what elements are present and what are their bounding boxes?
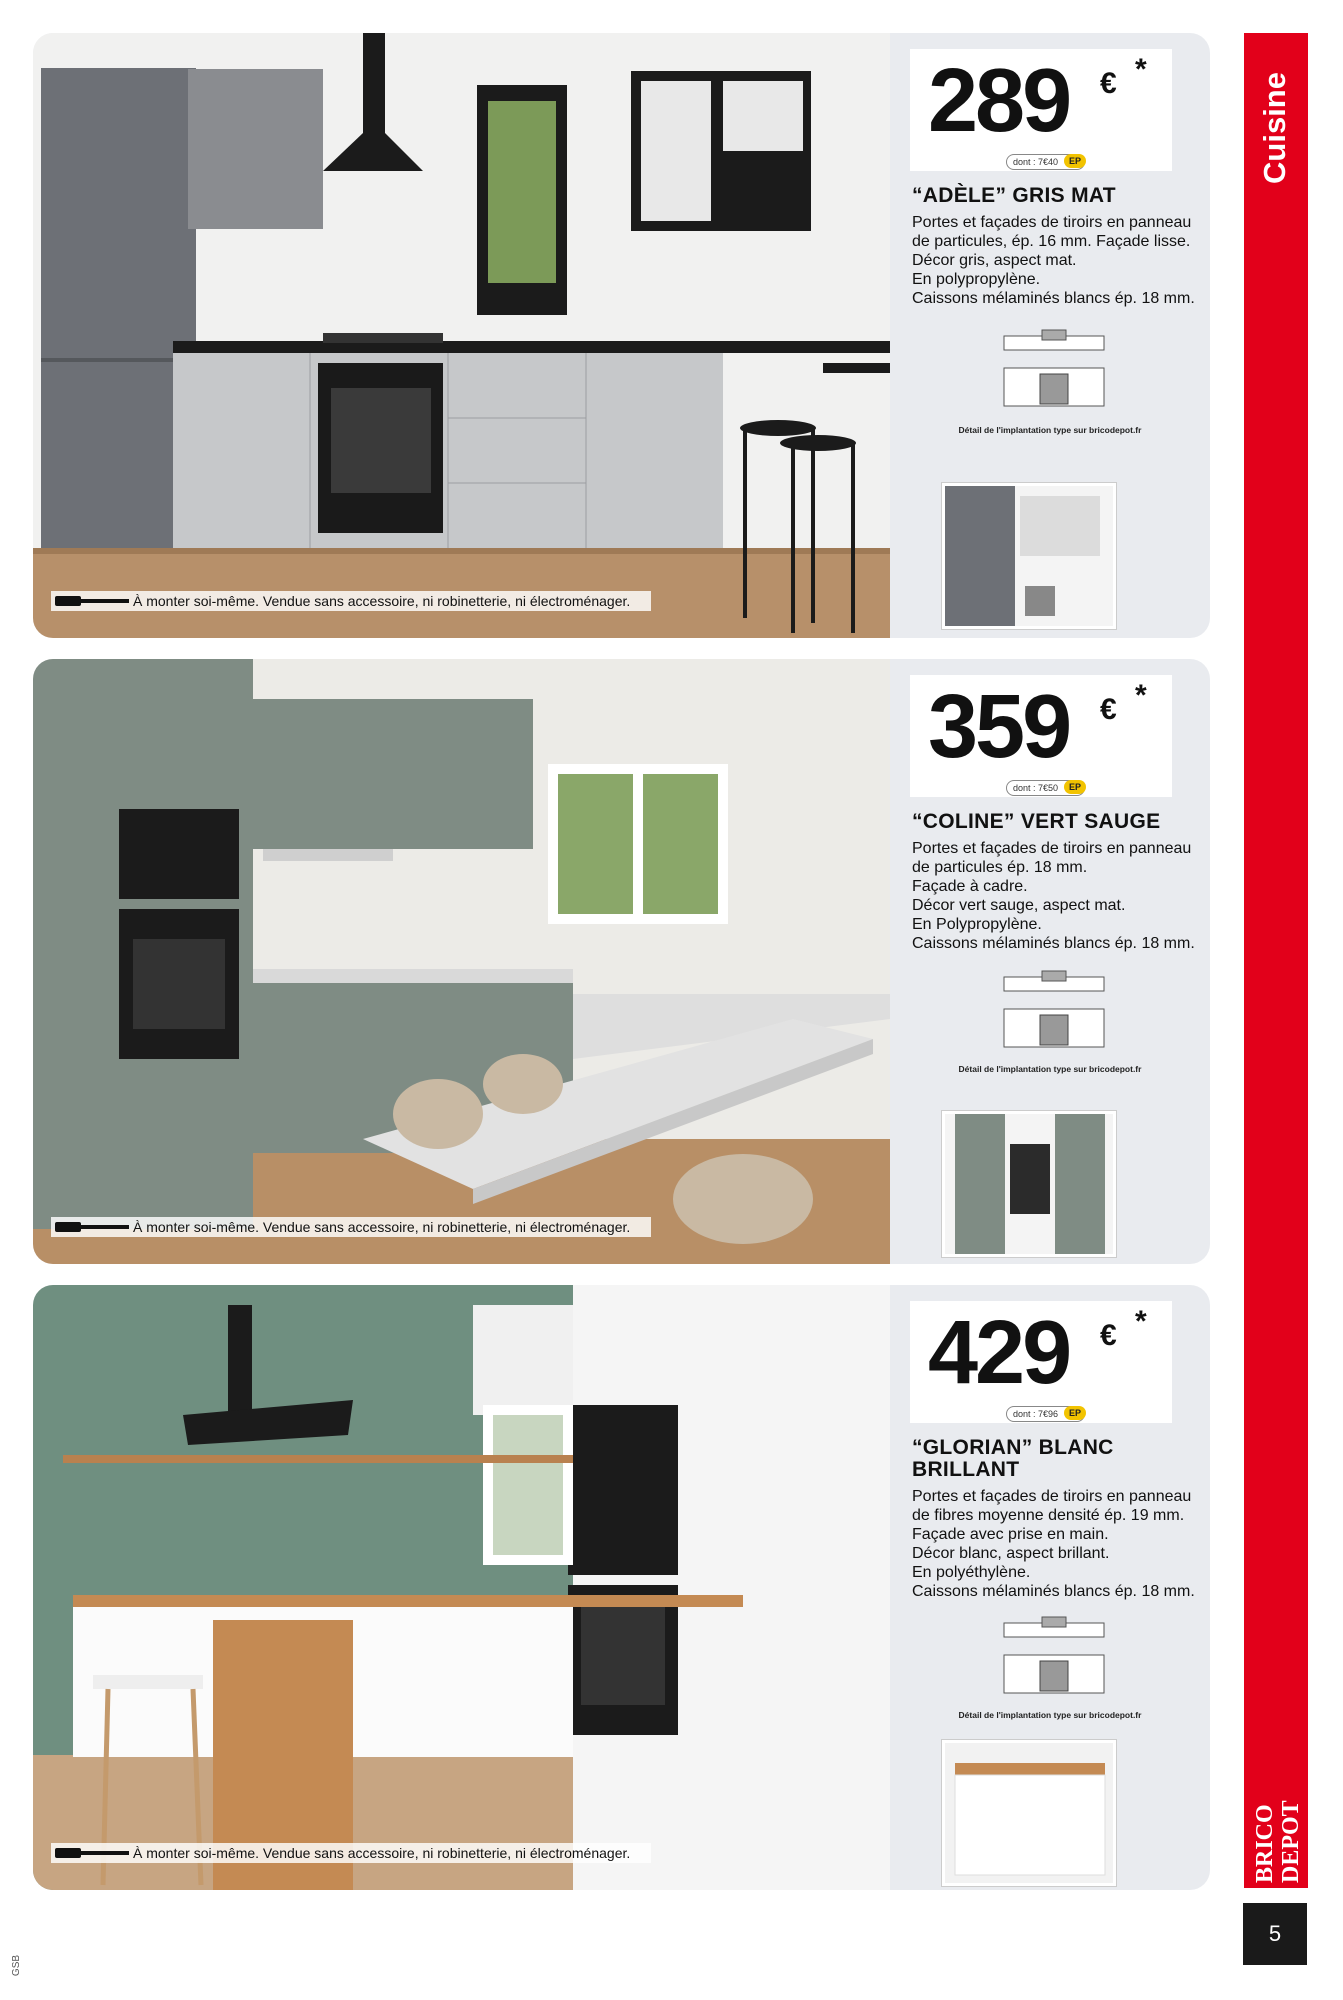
product-card-coline <box>33 659 1210 1264</box>
price-asterisk: * <box>1135 1305 1147 1338</box>
product-thumbnail <box>942 1740 1116 1886</box>
screwdriver-icon <box>51 591 133 611</box>
ep-badge: EP <box>1064 154 1086 168</box>
desc-line: Portes et façades de tiroirs en panneau <box>912 840 1192 857</box>
price-currency: € <box>1100 693 1117 726</box>
desc-line: Façade avec prise en main. <box>912 1526 1109 1543</box>
caption-text: À monter soi-même. Vendue sans accessoire, ni robinetterie, ni électroménager. <box>133 1219 631 1235</box>
implantation-detail: Détail de l'implantation type sur bricodepot.fr <box>958 1710 1142 1720</box>
product-thumbnail <box>942 483 1116 629</box>
eco-amount: dont : 7€40 <box>1013 157 1059 167</box>
assembly-caption <box>51 1217 651 1237</box>
assembly-caption <box>51 591 651 611</box>
kitchen-photo-glorian <box>33 1285 890 1890</box>
product-title: “GLORIAN” BLANC BRILLANT <box>912 1436 1114 1481</box>
kitchen-photo-coline <box>33 659 890 1264</box>
brico-depot-logo <box>1244 1775 1308 1888</box>
product-description <box>912 839 1210 953</box>
desc-line: Portes et façades de tiroirs en panneau <box>912 214 1192 231</box>
desc-line: En polypropylène. <box>912 271 1041 288</box>
layout-schema-icon <box>1002 969 1106 1074</box>
caption-text: À monter soi-même. Vendue sans accessoire, ni robinetterie, ni électroménager. <box>133 1845 631 1861</box>
price-tag <box>910 675 1172 797</box>
price-tag <box>910 1301 1172 1423</box>
price-currency: € <box>1100 67 1117 100</box>
assembly-caption <box>51 1843 651 1863</box>
desc-line: de particules, ép. 16 mm. Façade lisse. <box>912 233 1191 250</box>
eco-participation <box>1006 154 1085 170</box>
screwdriver-icon <box>51 1217 133 1237</box>
product-info-coline <box>890 659 1210 1264</box>
eco-amount: dont : 7€50 <box>1013 783 1059 793</box>
eco-amount: dont : 7€96 <box>1013 1409 1059 1419</box>
category-sidebar <box>1244 33 1308 1888</box>
price-value: 429 <box>928 1303 1070 1403</box>
price-value: 289 <box>928 51 1070 151</box>
desc-line: Façade à cadre. <box>912 878 1028 895</box>
logo-line-brico: BRICO <box>1252 1804 1278 1883</box>
kitchen-photo-adele <box>33 33 890 638</box>
eco-participation <box>1006 1406 1085 1422</box>
layout-schema-icon <box>1002 1615 1106 1720</box>
product-card-adele <box>33 33 1210 638</box>
desc-line: Portes et façades de tiroirs en panneau <box>912 1488 1192 1505</box>
screwdriver-icon <box>51 1843 133 1863</box>
ep-badge: EP <box>1064 780 1086 794</box>
price-asterisk: * <box>1135 53 1147 86</box>
ep-badge: EP <box>1064 1406 1086 1420</box>
category-text: Cuisine <box>1257 72 1292 184</box>
footer-code: GSB <box>11 1954 23 1977</box>
desc-line: Caissons mélaminés blancs ép. 18 mm. <box>912 290 1195 307</box>
desc-line: En Polypropylène. <box>912 916 1042 933</box>
product-description <box>912 1487 1210 1601</box>
product-title: “COLINE” VERT SAUGE <box>912 810 1161 833</box>
product-info-adele <box>890 33 1210 638</box>
product-description <box>912 213 1210 308</box>
product-info-glorian <box>890 1285 1210 1890</box>
price-tag <box>910 49 1172 171</box>
eco-participation <box>1006 780 1085 796</box>
desc-line: Décor gris, aspect mat. <box>912 252 1077 269</box>
logo-line-depot: DEPOT <box>1278 1800 1304 1883</box>
price-value: 359 <box>928 677 1070 777</box>
caption-text: À monter soi-même. Vendue sans accessoire, ni robinetterie, ni électroménager. <box>133 593 631 609</box>
category-label <box>1250 55 1300 195</box>
desc-line: Caissons mélaminés blancs ép. 18 mm. <box>912 935 1195 952</box>
product-card-glorian <box>33 1285 1210 1890</box>
implantation-detail: Détail de l'implantation type sur bricodepot.fr <box>958 425 1142 435</box>
desc-line: Caissons mélaminés blancs ép. 18 mm. <box>912 1583 1195 1600</box>
desc-line: de fibres moyenne densité ép. 19 mm. <box>912 1507 1185 1524</box>
product-thumbnail <box>942 1111 1116 1257</box>
price-asterisk: * <box>1135 679 1147 712</box>
desc-line: En polyéthylène. <box>912 1564 1031 1581</box>
desc-line: Décor blanc, aspect brillant. <box>912 1545 1110 1562</box>
implantation-detail: Détail de l'implantation type sur bricodepot.fr <box>958 1064 1142 1074</box>
desc-line: de particules ép. 18 mm. <box>912 859 1088 876</box>
price-currency: € <box>1100 1319 1117 1352</box>
page-number: 5 <box>1243 1903 1307 1965</box>
desc-line: Décor vert sauge, aspect mat. <box>912 897 1126 914</box>
product-title: “ADÈLE” GRIS MAT <box>912 184 1116 207</box>
layout-schema-icon <box>1002 328 1106 433</box>
